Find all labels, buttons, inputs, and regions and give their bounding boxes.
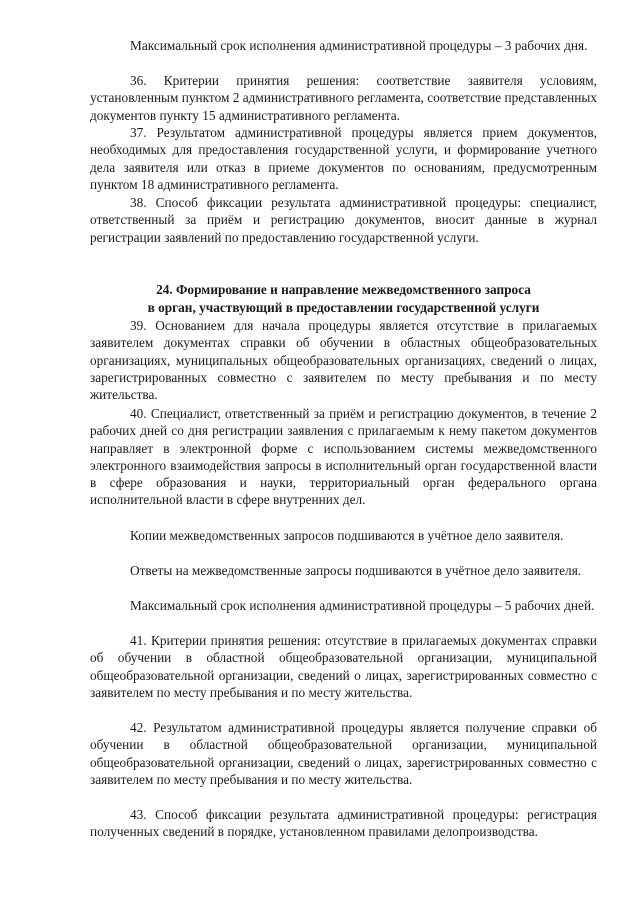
section-heading-line-1: 24. Формирование и направление межведомственного запроса (156, 282, 531, 297)
paragraph-answers-requests: Ответы на межведомственные запросы подшиваются в учётное дело заявителя. (130, 563, 582, 578)
paragraph-37: 37. Результатом административной процедуры является прием документов, необходимых для предоставления государственной услуги, и формирование учетного дела заявителя или отказ в приеме документов по основаниям, предусмотренным пунктом 18 административного регламента. (90, 125, 597, 192)
paragraph-copies-requests: Копии межведомственных запросов подшиваются в учётное дело заявителя. (130, 528, 564, 543)
paragraph-38: 38. Способ фиксации результата административной процедуры: специалист, ответственный за приём и регистрацию документов, вносит данные в журнал регистрации заявлений по предоставлению государственной услуги. (90, 195, 597, 245)
paragraph-36: 36. Критерии принятия решения: соответствие заявителя условиям, установленным пунктом 2 административного регламента, соответствие представленных документов пункту 15 административного регламента. (90, 73, 597, 123)
section-heading-line-2: в орган, участвующий в предоставлении государственной услуги (147, 300, 540, 315)
paragraph-max-term-3-days: Максимальный срок исполнения административной процедуры – 3 рабочих дня. (130, 38, 588, 53)
paragraph-43: 43. Способ фиксации результата административной процедуры: регистрация полученных сведений в порядке, установленном правилами делопроизводства. (90, 807, 597, 840)
paragraph-39: 39. Основанием для начала процедуры является отсутствие в прилагаемых заявителем документах справки об обучении в областных общеобразовательных организациях, муниципальных общеобразовательных организациях, сведений о лицах, зарегистрированных совместно с заявителем по месту пребывания и по месту жительства. (90, 318, 597, 403)
paragraph-max-term-5-days: Максимальный срок исполнения административной процедуры – 5 рабочих дней. (130, 598, 595, 613)
paragraph-41: 41. Критерии принятия решения: отсутствие в прилагаемых документах справки об обучении в областной общеобразовательной организации, муниципальной общеобразовательной организации, сведений о лицах, зарегистрированных совместно с заявителем по месту пребывания и по месту жительства. (90, 633, 597, 700)
paragraph-40: 40. Специалист, ответственный за приём и регистрацию документов, в течение 2 рабочих дней со дня регистрации заявления с прилагаемым к нему пакетом документов направляет в электронной форме с использованием системы межведомственного электронного взаимодействия запросы в исполнительный орган государственной власти в сфере образования и науки, территориальный орган федерального органа исполнительной власти в сфере внутренних дел. (90, 406, 597, 508)
paragraph-42: 42. Результатом административной процедуры является получение справки об обучении в областной общеобразовательной организации, муниципальной общеобразовательной организации, сведений о лицах, зарегистрированных совместно с заявителем по месту пребывания и по месту жительства. (90, 720, 597, 787)
